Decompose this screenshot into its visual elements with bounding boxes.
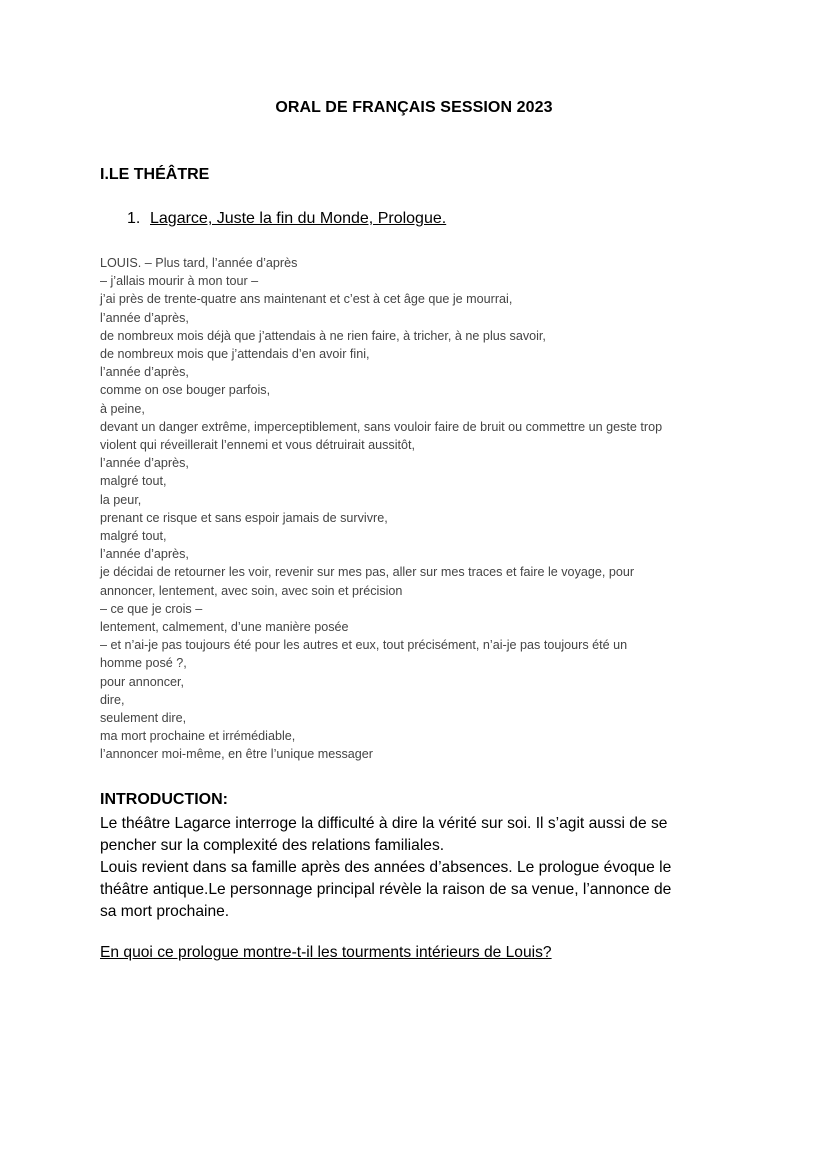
excerpt-line: violent qui réveillerait l’ennemi et vous détruirait aussitôt,	[100, 438, 415, 453]
excerpt-line: la peur,	[100, 492, 142, 507]
excerpt-line: – ce que je crois –	[100, 601, 203, 616]
introduction-line: Le théâtre Lagarce interroge la difficulté à dire la vérité sur soi. Il s’agit aussi de se	[100, 815, 668, 832]
problematic-question: En quoi ce prologue montre-t-il les tourments intérieurs de Louis?	[100, 944, 552, 961]
excerpt-line: prenant ce risque et sans espoir jamais de survivre,	[100, 510, 388, 525]
excerpt-line: annoncer, lentement, avec soin, avec soin et précision	[100, 583, 403, 598]
introduction-line: Louis revient dans sa famille après des années d’absences. Le prologue évoque le	[100, 859, 672, 876]
excerpt-line: je décidai de retourner les voir, revenir sur mes pas, aller sur mes traces et faire le voyage, pour	[100, 565, 635, 580]
excerpt-line: devant un danger extrême, imperceptiblement, sans vouloir faire de bruit ou commettre un geste trop	[100, 419, 663, 434]
excerpt-line: dire,	[100, 692, 125, 707]
excerpt-line: comme on ose bouger parfois,	[100, 383, 271, 398]
excerpt-line: l’année d’après,	[100, 547, 189, 562]
introduction-line: théâtre antique.Le personnage principal révèle la raison de sa venue, l’annonce de	[100, 881, 672, 898]
excerpt-line: l’année d’après,	[100, 365, 189, 380]
excerpt-line: l’année d’après,	[100, 456, 189, 471]
introduction-line: pencher sur la complexité des relations familiales.	[100, 837, 445, 854]
excerpt-line: l’année d’après,	[100, 310, 189, 325]
excerpt-line: de nombreux mois déjà que j’attendais à ne rien faire, à tricher, à ne plus savoir,	[100, 328, 546, 343]
excerpt-line: lentement, calmement, d’une manière posée	[100, 620, 349, 635]
excerpt-line: à peine,	[100, 401, 145, 416]
section-heading: I.LE THÉÂTRE	[100, 166, 210, 183]
excerpt-line: de nombreux mois que j’attendais d’en avoir fini,	[100, 347, 370, 362]
excerpt-line: LOUIS. – Plus tard, l’année d’après	[100, 256, 298, 270]
list-item-title: Lagarce, Juste la fin du Monde, Prologue.	[150, 210, 447, 227]
introduction-line: sa mort prochaine.	[100, 903, 230, 920]
excerpt-line: homme posé ?,	[100, 656, 187, 671]
list-item-number: 1.	[127, 210, 141, 227]
introduction-heading: INTRODUCTION:	[100, 791, 228, 808]
numbered-list-item	[127, 210, 446, 228]
excerpt-text	[100, 254, 730, 764]
document-title: ORAL DE FRANÇAIS SESSION 2023	[275, 99, 553, 116]
excerpt-line: malgré tout,	[100, 474, 167, 489]
excerpt-line: – et n’ai-je pas toujours été pour les autres et eux, tout précisément, n’ai-je pas toujours été un	[100, 638, 628, 653]
excerpt-line: pour annoncer,	[100, 674, 185, 689]
excerpt-line: – j’allais mourir à mon tour –	[100, 274, 259, 289]
introduction-body	[100, 813, 740, 923]
excerpt-line: j’ai près de trente-quatre ans maintenant et c’est à cet âge que je mourrai,	[100, 292, 513, 307]
excerpt-line: malgré tout,	[100, 529, 167, 544]
excerpt-line: seulement dire,	[100, 711, 187, 726]
excerpt-line: l’annoncer moi-même, en être l’unique messager	[100, 747, 373, 762]
excerpt-line: ma mort prochaine et irrémédiable,	[100, 729, 296, 744]
